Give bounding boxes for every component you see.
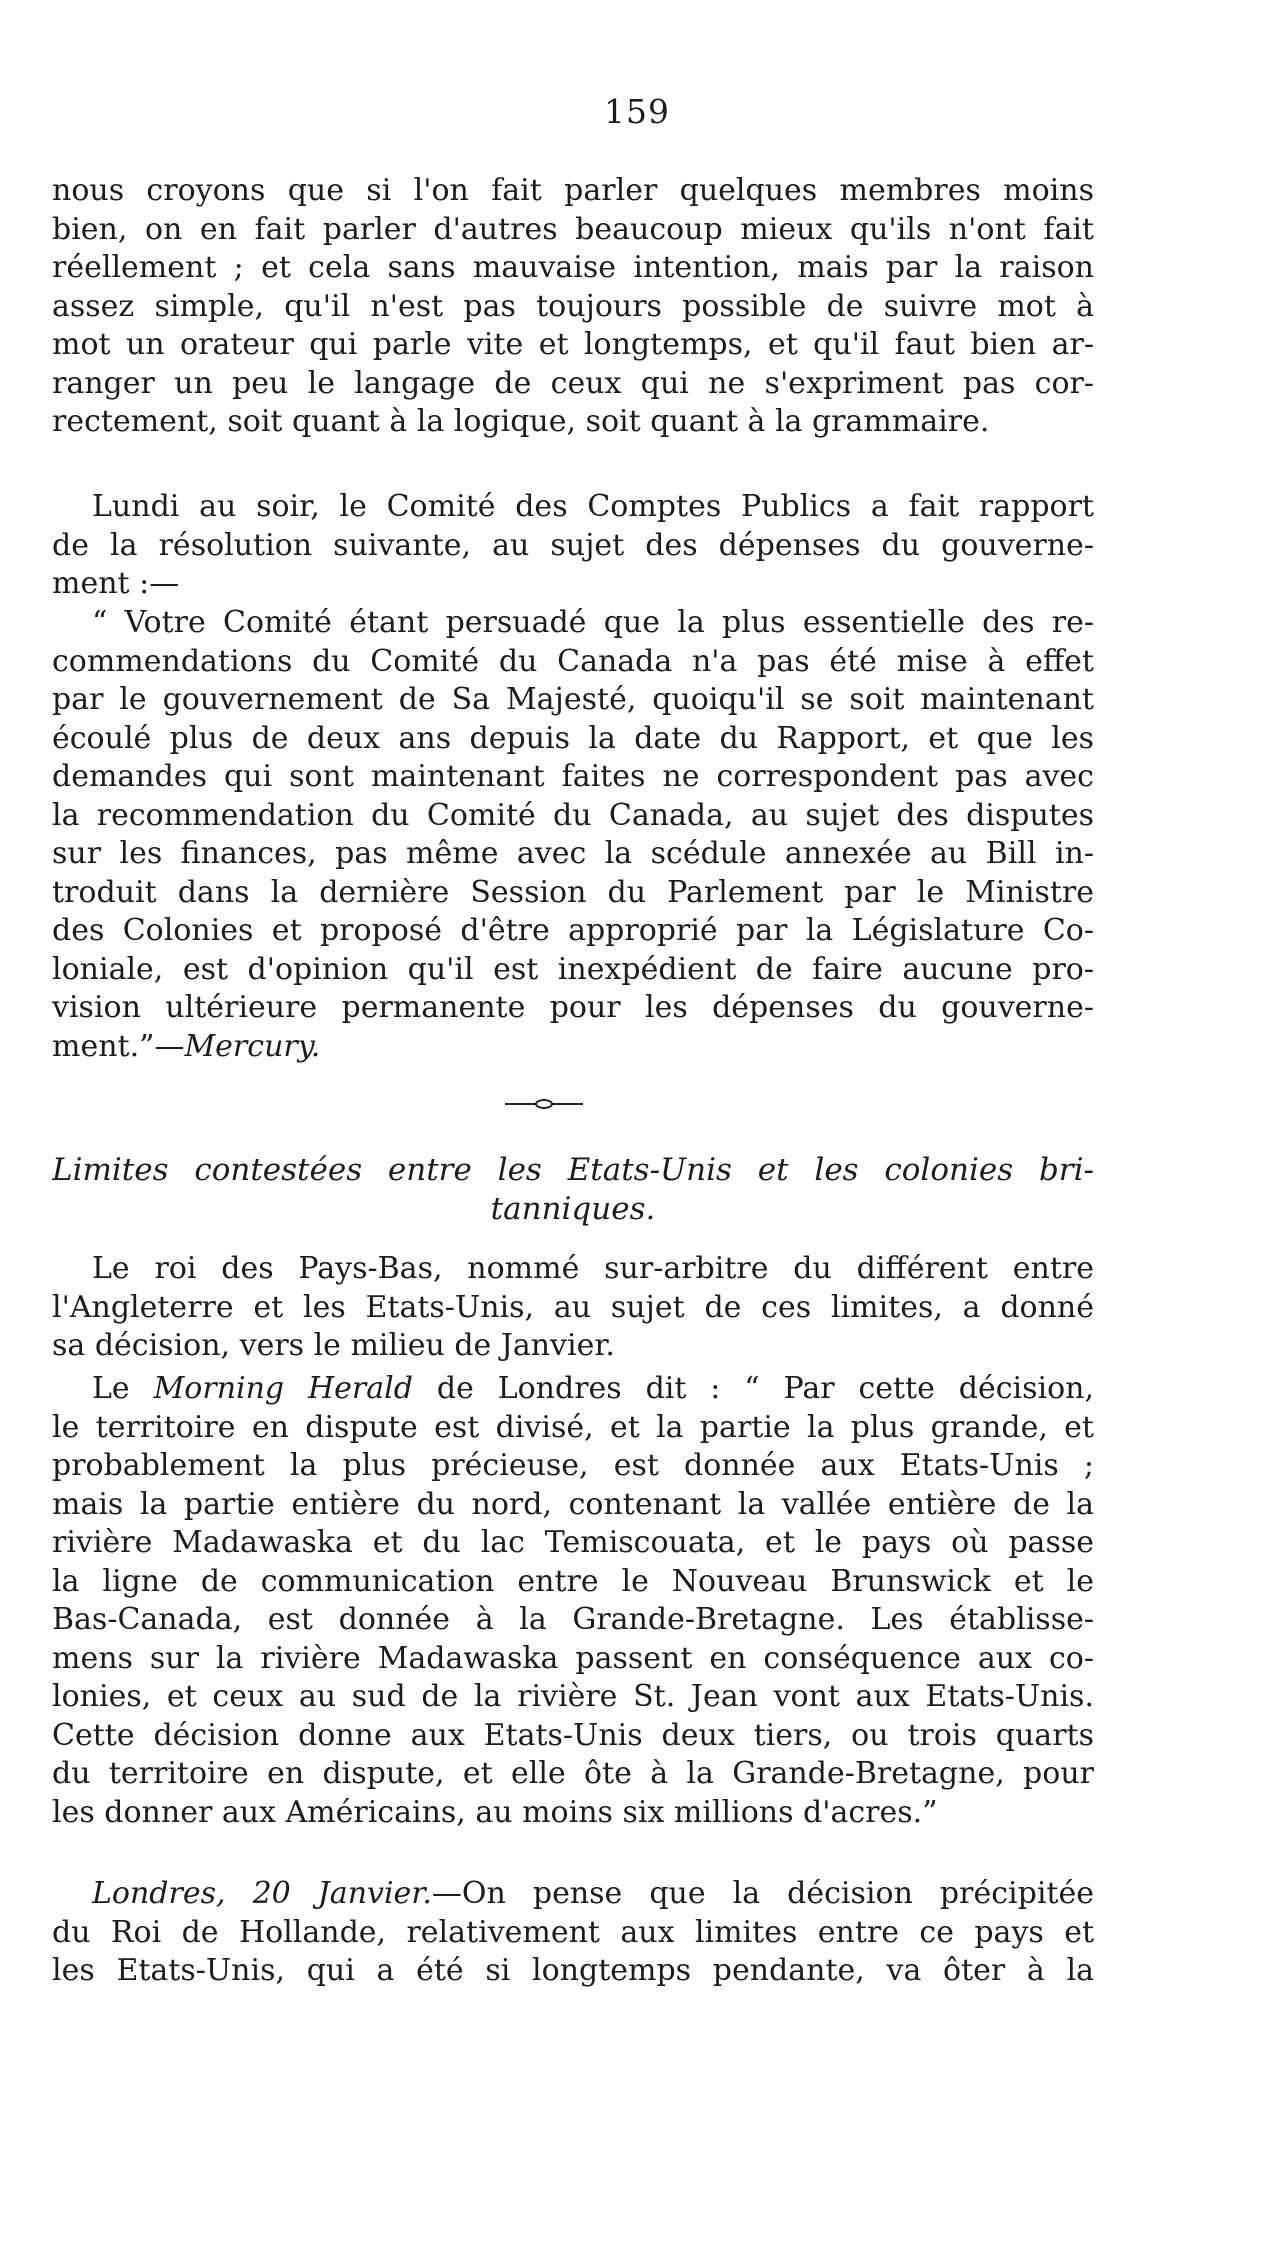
text-line: Le roi des Pays-Bas, nommé sur-arbitre du différent entre (92, 1251, 1094, 1286)
text-line: rivière Madawaska et du lac Temiscouata, et le pays où passe (52, 1525, 1094, 1560)
text-fragment: de Londres dit : “ Par cette décision, (436, 1371, 1094, 1406)
text-line: mot un orateur qui parle vite et longtemps, et qu'il faut bien ar- (52, 327, 1094, 362)
paragraph-quotation (52, 604, 1094, 1066)
text-line: Lundi au soir, le Comité des Comptes Publics a fait rapport (92, 489, 1094, 524)
text-line: le territoire en dispute est divisé, et la partie la plus grande, et (52, 1409, 1094, 1445)
dateline: Londres, 20 Janvier. (92, 1876, 432, 1911)
text-line-last (52, 1028, 1094, 1067)
text-line: les donner aux Américains, au moins six millions d'acres.” (52, 1794, 938, 1830)
text-line: ment :— (52, 566, 180, 601)
newspaper-name: Morning Herald (153, 1371, 413, 1406)
text-line: l'Angleterre et les Etats-Unis, au sujet de ces limites, a donné (52, 1289, 1094, 1325)
text-line: demandes qui sont maintenant faites ne correspondent pas avec (52, 759, 1094, 794)
text-line: de la résolution suivante, au sujet des dépenses du gouverne- (52, 527, 1094, 563)
text-fragment: ment.”— (52, 1028, 185, 1064)
text-line: sa décision, vers le milieu de Janvier. (52, 1328, 615, 1363)
text-line: nous croyons que si l'on fait parler quelques membres moins (52, 173, 1094, 208)
heading-line: Limites contestées entre les Etats-Unis et les colonies bri- (52, 1152, 1094, 1188)
paragraph-continuation (52, 172, 1094, 442)
paragraph-decision (52, 1250, 1094, 1366)
divider-ornament (535, 1099, 553, 1109)
text-line: du territoire en dispute, et elle ôte à la Grande-Bretagne, pour (52, 1756, 1094, 1791)
text-line: assez simple, qu'il n'est pas toujours possible de suivre mot à (52, 288, 1094, 324)
text-line: des Colonies et proposé d'être approprié par la Législature Co- (52, 913, 1094, 948)
paragraph-comite-report (52, 488, 1094, 604)
section-heading (52, 1150, 1094, 1227)
text-line: les Etats-Unis, qui a été si longtemps pendante, va ôter à la (52, 1953, 1094, 1988)
source-attribution: Mercury. (184, 1028, 321, 1064)
paragraph-londres (52, 1875, 1094, 1991)
text-line: troduit dans la dernière Session du Parlement par le Ministre (52, 874, 1094, 910)
text-line: commendations du Comité du Canada n'a pas été mise à effet (52, 643, 1094, 679)
text-line: la recommendation du Comité du Canada, au sujet des disputes (52, 797, 1094, 833)
section-divider (505, 1098, 583, 1110)
text-line: vision ultérieure permanente pour les dépenses du gouverne- (52, 990, 1094, 1025)
text-line: Bas-Canada, est donnée à la Grande-Bretagne. Les établisse- (52, 1602, 1094, 1637)
text-line: la ligne de communication entre le Nouveau Brunswick et le (52, 1563, 1094, 1599)
text-line: probablement la plus précieuse, est donnée aux Etats-Unis ; (52, 1448, 1094, 1483)
heading-line: tanniques. (490, 1190, 656, 1227)
text-line: ranger un peu le langage de ceux qui ne s'expriment pas cor- (52, 365, 1094, 401)
text-line-first (52, 1875, 1094, 1914)
text-line: mais la partie entière du nord, contenant la vallée entière de la (52, 1486, 1094, 1522)
text-line: lonies, et ceux au sud de la rivière St. Jean vont aux Etats-Unis. (52, 1679, 1094, 1714)
text-line: sur les finances, pas même avec la scédule annexée au Bill in- (52, 836, 1094, 871)
text-line: loniale, est d'opinion qu'il est inexpédient de faire aucune pro- (52, 951, 1094, 987)
text-line: écoulé plus de deux ans depuis la date du Rapport, et que les (52, 720, 1094, 756)
text-line: rectement, soit quant à la logique, soit quant à la grammaire. (52, 404, 990, 439)
text-line: bien, on en fait parler d'autres beaucoup mieux qu'ils n'ont fait (52, 211, 1094, 247)
text-fragment: —On pense que la décision précipitée (431, 1876, 1094, 1911)
text-line: par le gouvernement de Sa Majesté, quoiqu'il se soit maintenant (52, 682, 1094, 717)
text-line-first (52, 1370, 1094, 1409)
page-number: 159 (604, 92, 670, 131)
text-line: “ Votre Comité étant persuadé que la plus essentielle des re- (92, 605, 1094, 640)
text-fragment: Le (92, 1371, 130, 1406)
paragraph-morning-herald (52, 1370, 1094, 1832)
text-line: Cette décision donne aux Etats-Unis deux tiers, ou trois quarts (52, 1717, 1094, 1753)
text-line: réellement ; et cela sans mauvaise intention, mais par la raison (52, 250, 1094, 285)
text-line: du Roi de Hollande, relativement aux limites entre ce pays et (52, 1914, 1094, 1950)
text-line: mens sur la rivière Madawaska passent en conséquence aux co- (52, 1640, 1094, 1676)
